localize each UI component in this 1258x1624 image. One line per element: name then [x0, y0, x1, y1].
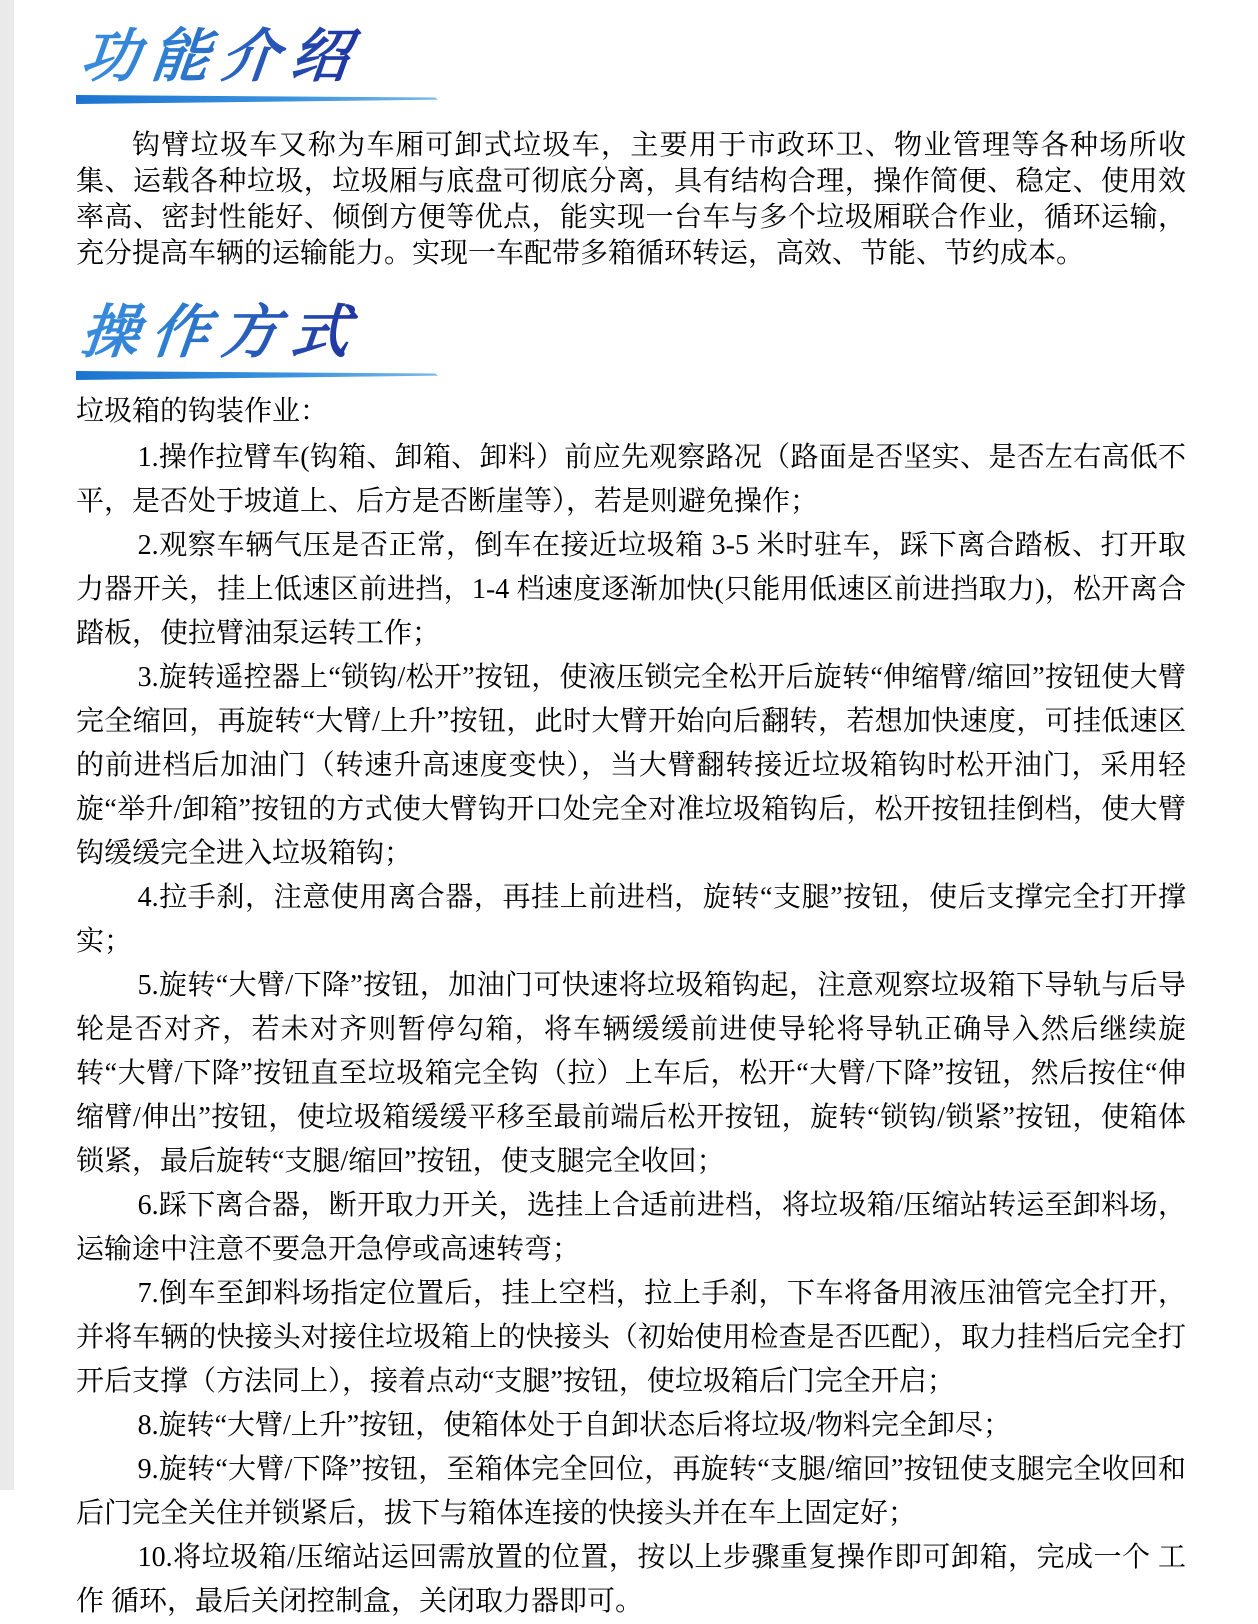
operation-heading	[76, 302, 1186, 380]
features-heading	[76, 26, 1186, 104]
operation-step-4: 4.拉手刹，注意使用离合器，再挂上前进档，旋转“支腿”按钮，使后支撑完全打开撑实；	[76, 882, 1186, 957]
operation-heading-text: 操作方式	[76, 302, 379, 364]
operation-step-9: 9.旋转“大臂/下降”按钮，至箱体完全回位，再旋转“支腿/缩回”按钮使支腿完全收回和后门完全关住并锁紧后，拔下与箱体连接的快接头并在车上固定好；	[76, 1454, 1186, 1529]
features-heading-text: 功能介绍	[76, 26, 379, 88]
operation-step-7: 7.倒车至卸料场指定位置后，挂上空档，拉上手刹，下车将备用液压油管完全打开，并将车辆的快接头对接住垃圾箱上的快接头（初始使用检查是否匹配），取力挂档后完全打开后支撑（方法同上），接着点动“支腿”按钮，使垃圾箱后门完全开启；	[76, 1278, 1186, 1397]
operation-step-1: 1.操作拉臂车(钩箱、卸箱、卸料）前应先观察路况（路面是否坚实、是否左右高低不平，是否处于坡道上、后方是否断崖等），若是则避免操作；	[76, 442, 1186, 517]
operation-step-10: 10.将垃圾箱/压缩站运回需放置的位置，按以上步骤重复操作即可卸箱，完成一个 工作 循环，最后关闭控制盒，关闭取力器即可。	[76, 1542, 1186, 1617]
operation-step-3: 3.旋转遥控器上“锁钩/松开”按钮，使液压锁完全松开后旋转“伸缩臂/缩回”按钮使大臂完全缩回，再旋转“大臂/上升”按钮，此时大臂开始向后翻转，若想加快速度，可挂低速区的前进档后加油门（转速升高速度变快），当大臂翻转接近垃圾箱钩时松开油门，采用轻旋“举升/卸箱”按钮的方式使大臂钩开口处完全对准垃圾箱钩后，松开按钮挂倒档，使大臂钩缓缓完全进入垃圾箱钩；	[76, 662, 1186, 869]
page-edge-strip	[0, 0, 14, 1490]
operation-step-6: 6.踩下离合器，断开取力开关，选挂上合适前进档，将垃圾箱/压缩站转运至卸料场，运输途中注意不要急开急停或高速转弯；	[76, 1190, 1186, 1265]
operation-step-2: 2.观察车辆气压是否正常，倒车在接近垃圾箱 3-5 米时驻车，踩下离合踏板、打开取力器开关，挂上低速区前进挡，1-4 档速度逐渐加快(只能用低速区前进挡取力)，松开离合踏板，使拉臂油泵运转工作；	[76, 530, 1186, 649]
features-intro-paragraph: 钩臂垃圾车又称为车厢可卸式垃圾车，主要用于市政环卫、物业管理等各种场所收集、运载各种垃圾，垃圾厢与底盘可彻底分离，具有结构合理，操作简便、稳定、使用效率高、密封性能好、倾倒方便等优点，能实现一台车与多个垃圾厢联合作业，循环运输，充分提高车辆的运输能力。实现一车配带多箱循环转运，高效、节能、节约成本。	[76, 130, 1186, 269]
operation-steps-list	[76, 436, 1186, 1624]
operation-heading-underline	[76, 371, 438, 380]
operation-step-5: 5.旋转“大臂/下降”按钮，加油门可快速将垃圾箱钩起，注意观察垃圾箱下导轨与后导轮是否对齐，若未对齐则暂停勾箱，将车辆缓缓前进使导轮将导轨正确导入然后继续旋转“大臂/下降”按钮直至垃圾箱完全钩（拉）上车后，松开“大臂/下降”按钮，然后按住“伸缩臂/伸出”按钮，使垃圾箱缓缓平移至最前端后松开按钮，旋转“锁钩/锁紧”按钮，使箱体锁紧，最后旋转“支腿/缩回”按钮，使支腿完全收回；	[76, 970, 1186, 1177]
operation-subtitle: 垃圾箱的钩装作业：	[76, 396, 329, 427]
section-operation	[76, 302, 1186, 1624]
features-heading-underline	[76, 95, 438, 104]
section-features	[76, 26, 1186, 272]
operation-step-8: 8.旋转“大臂/上升”按钮，使箱体处于自卸状态后将垃圾/物料完全卸尽；	[137, 1410, 1012, 1441]
